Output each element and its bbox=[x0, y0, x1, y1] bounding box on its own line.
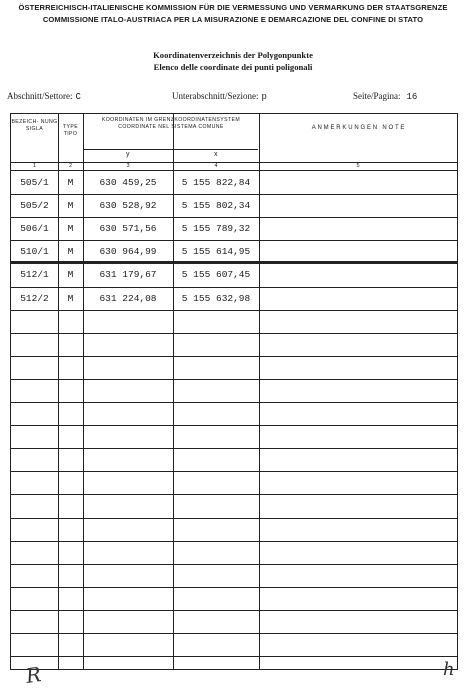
column-number-2: 2 bbox=[68, 163, 73, 169]
cell-y: 630 528,92 bbox=[99, 200, 157, 212]
column-number-4: 4 bbox=[214, 163, 218, 169]
coordinates-table bbox=[10, 113, 458, 670]
row-rule bbox=[11, 610, 457, 611]
row-rule bbox=[11, 518, 457, 519]
col-divider bbox=[173, 114, 174, 669]
row-rule bbox=[11, 310, 457, 311]
cell-y: 630 571,56 bbox=[99, 223, 157, 235]
cell-bez: 505/1 bbox=[20, 177, 49, 188]
cell-y: 631 224,08 bbox=[99, 292, 157, 304]
cell-x: 5 155 789,32 bbox=[181, 223, 251, 235]
seite-field bbox=[353, 91, 417, 102]
subtitle-de: Koordinatenverzeichnis der Polygonpunkte bbox=[153, 50, 313, 60]
col-divider bbox=[83, 114, 84, 669]
row-rule bbox=[11, 541, 457, 542]
col-divider bbox=[259, 114, 260, 669]
cell-y: 630 459,25 bbox=[99, 177, 157, 188]
row-rule bbox=[11, 587, 457, 588]
column-number-1: 1 bbox=[32, 163, 37, 169]
row-rule bbox=[11, 402, 457, 403]
cell-bez: 510/1 bbox=[20, 246, 49, 258]
row-rule bbox=[11, 564, 457, 565]
unterabschnitt-label: Unterabschnitt/Sezione: bbox=[172, 91, 259, 101]
signature-left: R bbox=[24, 662, 43, 688]
row-rule bbox=[11, 494, 457, 495]
cell-x: 5 155 822,84 bbox=[181, 177, 251, 188]
cell-typ: M bbox=[67, 223, 74, 235]
cell-x: 5 155 802,34 bbox=[181, 200, 251, 212]
cell-x: 5 155 607,45 bbox=[181, 269, 251, 281]
row-rule bbox=[11, 356, 457, 357]
row-rule bbox=[11, 379, 457, 380]
seite-label: Seite/Pagina: bbox=[353, 91, 401, 101]
cell-y: 630 964,99 bbox=[99, 246, 157, 258]
row-rule bbox=[11, 263, 457, 264]
row-rule bbox=[11, 287, 457, 288]
column-number-5: 5 bbox=[356, 163, 360, 169]
row-rule bbox=[11, 448, 457, 449]
cell-x: 5 155 614,95 bbox=[181, 246, 251, 258]
cell-typ: M bbox=[67, 269, 74, 281]
abschnitt-field bbox=[7, 91, 81, 102]
column-header-typ: TYPE TIPO bbox=[62, 124, 79, 137]
cell-bez: 512/2 bbox=[20, 292, 49, 304]
signature-right: h bbox=[443, 659, 455, 680]
cell-y: 631 179,67 bbox=[99, 269, 157, 281]
column-header-coordinates: KOORDINATEN IM GRENZKOORDINATENSYSTEM COORDINATE NEL SISTEMA COMUNE bbox=[101, 117, 241, 130]
row-rule bbox=[11, 194, 457, 195]
row-rule bbox=[11, 633, 457, 634]
row-rule bbox=[11, 471, 457, 472]
cell-typ: M bbox=[67, 200, 74, 212]
coord-header-rule bbox=[83, 149, 258, 150]
row-rule bbox=[11, 425, 457, 426]
subtitle-it: Elenco delle coordinate dei punti poligonali bbox=[153, 62, 313, 72]
cell-x: 5 155 632,98 bbox=[181, 292, 251, 304]
cell-bez: 512/1 bbox=[20, 269, 49, 281]
header-line-de: ÖSTERREICHISCH-ITALIENISCHE KOMMISSION FÜR DIE VERMESSUNG UND VERMARKUNG DER STAATSGRENZE bbox=[18, 3, 448, 12]
row-rule bbox=[11, 217, 457, 218]
cell-bez: 505/2 bbox=[20, 200, 49, 212]
seite-value: 16 bbox=[406, 92, 418, 102]
unterabschnitt-field bbox=[172, 91, 267, 102]
header-line-it: COMMISSIONE ITALO-AUSTRIACA PER LA MISURAZIONE E DEMARCAZIONE DEL CONFINE DI STATO bbox=[42, 15, 424, 24]
cell-typ: M bbox=[67, 292, 74, 304]
cell-bez: 506/1 bbox=[20, 223, 49, 235]
colnum-bottom-rule bbox=[11, 170, 457, 171]
abschnitt-label: Abschnitt/Settore: bbox=[7, 91, 73, 101]
col-divider bbox=[58, 114, 59, 669]
column-number-3: 3 bbox=[126, 163, 130, 169]
column-header-x: x bbox=[214, 151, 218, 158]
column-header-y: y bbox=[126, 151, 130, 158]
unterabschnitt-value: p bbox=[261, 92, 267, 102]
abschnitt-value: C bbox=[75, 92, 81, 102]
row-rule bbox=[11, 656, 457, 657]
cell-typ: M bbox=[67, 177, 74, 188]
row-rule bbox=[11, 333, 457, 334]
row-rule bbox=[11, 240, 457, 241]
column-header-note: ANMERKUNGEN NOTE bbox=[311, 125, 407, 131]
cell-typ: M bbox=[67, 246, 74, 258]
column-header-bez: BEZEICH- NUNG SIGLA bbox=[11, 119, 58, 132]
